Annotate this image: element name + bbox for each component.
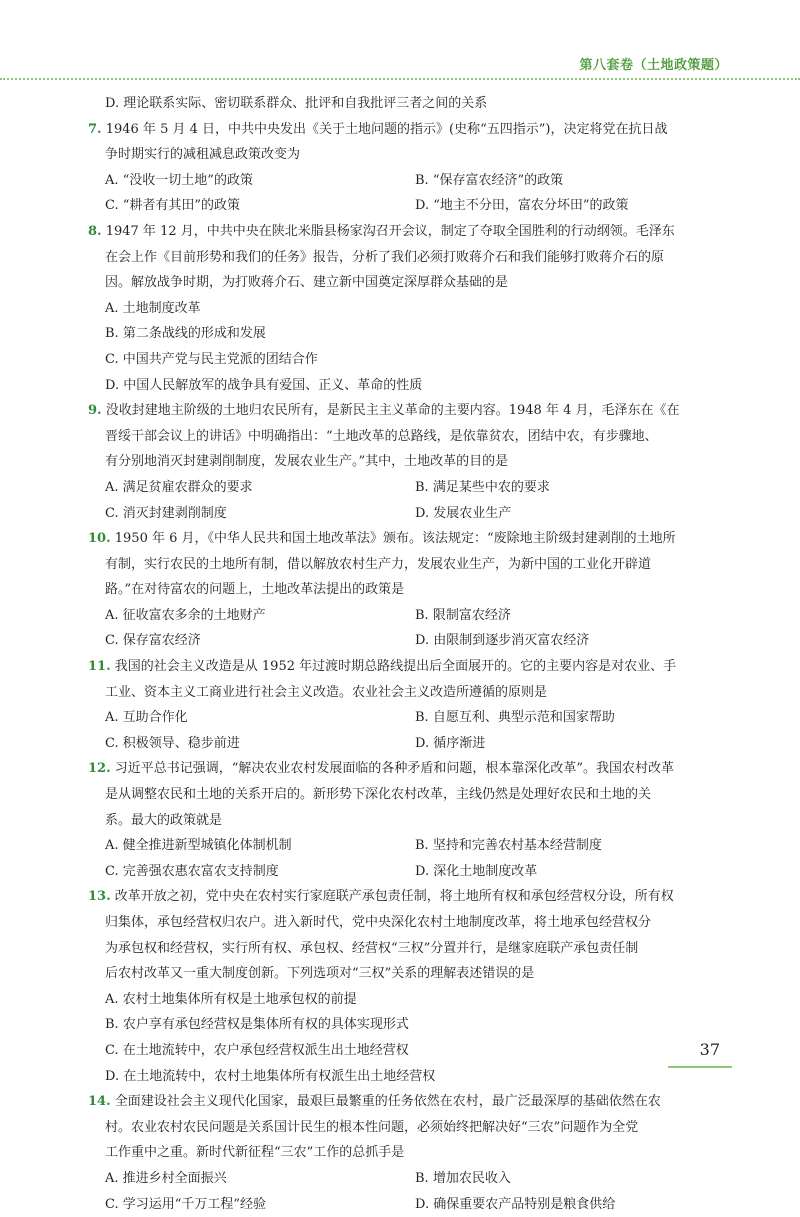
option-b: B. 自愿互利、典型示范和国家帮助 [415,710,615,726]
option-b: B. 农户享有承包经营权是集体所有权的具体实现形式 [105,1017,409,1033]
option-d: D. 中国人民解放军的战争具有爱国、正义、革命的性质 [105,377,423,393]
question-13 [88,884,736,1089]
option-c: C. 消灭封建剥削制度 [105,505,227,521]
option-b: B. 坚持和完善农村基本经营制度 [415,838,602,854]
question-number: 8. [88,223,102,239]
option-c: C. 完善强农惠农富农支持制度 [105,863,279,879]
option-a: A. 土地制度改革 [105,300,201,316]
question-10 [88,526,736,654]
header-divider [0,78,800,80]
question-text-line: 我国的社会主义改造是从 1952 年过渡时期总路线提出后全面展开的。它的主要内容是对农业、手 [114,659,677,675]
option-a: A. 满足贫雇农群众的要求 [105,479,253,495]
option-c: C. 中国共产党与民主党派的团结合作 [105,351,318,367]
question-content [88,91,736,1217]
question-11 [88,654,736,756]
question-8 [88,219,736,398]
question-number: 12. [88,761,111,777]
question-text-line: 改革开放之初，党中央在农村实行家庭联产承包责任制，将土地所有权和承包经营权分设，所有权 [114,889,674,905]
question-number: 13. [88,889,111,905]
option-c: C. 积极领导、稳步前进 [105,735,240,751]
option-a: A. 农村土地集体所有权是土地承包权的前提 [105,991,357,1007]
question-14 [88,1089,736,1217]
header-title: 第八套卷（土地政策题） [579,58,728,73]
question-text-line: 为承包权和经营权，实行所有权、承包权、经营权“三权”分置并行，是继家庭联产承包责任制 [105,940,639,956]
option-c: C. “耕者有其田”的政策 [105,198,241,214]
option-c: C. 保存富农经济 [105,633,201,649]
prev-option-d: D. 理论联系实际、密切联系群众、批评和自我批评三者之间的关系 [105,96,488,111]
question-text-line: 有分别地消灭封建剥削制度，发展农业生产。”其中，土地改革的目的是 [105,454,509,470]
option-d: D. 发展农业生产 [415,505,512,521]
question-9 [88,398,736,526]
question-text-line: 全面建设社会主义现代化国家，最艰巨最繁重的任务依然在农村，最广泛最深厚的基础依然在农 [114,1094,661,1110]
option-d: D. 循序渐进 [415,735,486,751]
question-text-line: 有制，实行农民的土地所有制，借以解放农村生产力，发展农业生产，为新中国的工业化开辟道 [105,556,652,572]
question-text-line: 工业、资本主义工商业进行社会主义改造。农业社会主义改造所遵循的原则是 [105,684,548,700]
option-b: B. “保存富农经济”的政策 [415,172,564,188]
question-text-line: 因。解放战争时期，为打败蒋介石、建立新中国奠定深厚群众基础的是 [105,275,509,291]
question-text-line: 后农村改革又一重大制度创新。下列选项对“三权”关系的理解表述错误的是 [105,966,535,982]
question-text-line: 路。”在对待富农的问题上，土地改革法提出的政策是 [105,582,405,598]
question-text-line: 争时期实行的减租减息政策改变为 [105,147,301,163]
option-d: D. 深化土地制度改革 [415,863,538,879]
question-number: 14. [88,1094,111,1110]
option-a: A. 互助合作化 [105,710,188,726]
option-c: C. 在土地流转中，农户承包经营权派生出土地经营权 [105,1042,409,1058]
option-a: A. “没收一切土地”的政策 [105,172,253,188]
option-c: C. 学习运用“千万工程”经验 [105,1196,267,1212]
question-7 [88,117,736,219]
question-text-line: 习近平总书记强调，“解决农业农村发展面临的各种矛盾和问题，根本靠深化改革”。我国农村改革 [114,761,675,777]
question-text-line: 归集体，承包经营权归农户。进入新时代，党中央深化农村土地制度改革，将土地承包经营权分 [105,915,652,930]
option-d: D. 由限制到逐步消灭富农经济 [415,633,590,649]
question-text-line: 1947 年 12 月，中共中央在陕北米脂县杨家沟召开会议，制定了夺取全国胜利的行动纲领。毛泽东 [105,223,675,239]
option-a: A. 健全推进新型城镇化体制机制 [105,838,292,854]
option-b: B. 限制富农经济 [415,607,511,623]
question-text-line: 没收封建地主阶级的土地归农民所有，是新民主主义革命的主要内容。1948 年 4 月，毛泽东在《在 [105,403,680,419]
option-b: B. 增加农民收入 [415,1170,511,1186]
option-b: B. 第二条战线的形成和发展 [105,326,266,342]
question-number: 11. [88,659,111,675]
question-text-line: 晋绥干部会议上的讲话》中明确指出：“土地改革的总路线，是依靠贫农，团结中农，有步骤地、 [105,428,658,444]
question-number: 9. [88,403,102,419]
question-text-line: 1950 年 6 月，《中华人民共和国土地改革法》颁布。该法规定：“废除地主阶级封建剥削的土地所 [114,531,676,547]
question-text-line: 在会上作《目前形势和我们的任务》报告，分析了我们必须打败蒋介石和我们能够打败蒋介石的原 [105,249,665,265]
option-a: A. 推进乡村全面振兴 [105,1170,227,1186]
question-text-line: 工作重中之重。新时代新征程“三农”工作的总抓手是 [105,1145,405,1161]
question-text-line: 村。农业农村农民问题是关系国计民生的根本性问题，必须始终把解决好“三农”问题作为全党 [105,1119,639,1135]
question-number: 10. [88,531,111,547]
option-a: A. 征收富农多余的土地财产 [105,607,266,623]
option-d: D. 确保重要农产品特别是粮食供给 [415,1196,616,1212]
question-text-line: 系。最大的政策就是 [105,812,223,828]
question-12 [88,756,736,884]
question-number: 7. [88,121,102,137]
option-d: D. “地主不分田，富农分坏田”的政策 [415,198,629,214]
page-number-underline [668,1066,732,1068]
question-text-line: 是从调整农民和土地的关系开启的。新形势下深化农村改革，主线仍然是处理好农民和土地的关 [105,787,652,803]
option-b: B. 满足某些中农的要求 [415,479,550,495]
option-d: D. 在土地流转中，农村土地集体所有权派生出土地经营权 [105,1068,436,1084]
question-text-line: 1946 年 5 月 4 日，中共中央发出《关于土地问题的指示》(史称“五四指示”)，决定将党在抗日战 [105,121,668,137]
page-number: 37 [699,1040,720,1059]
